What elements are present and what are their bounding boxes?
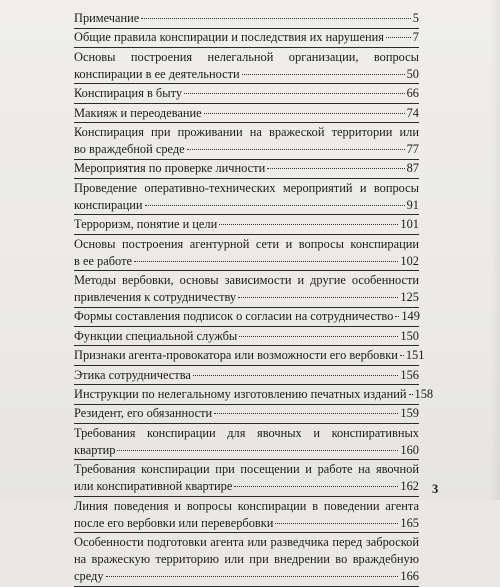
toc-entry-line [74, 29, 419, 46]
entry-underline [74, 459, 419, 460]
toc-entry-line [74, 236, 419, 253]
toc-entry-title: Особенности подготовки агента или разведчика перед заброской [74, 535, 419, 549]
toc-entry-line [74, 347, 425, 364]
leader-dots [409, 393, 413, 395]
entry-underline [74, 345, 419, 346]
entry-underline [74, 384, 419, 385]
toc-entry-line [74, 551, 419, 568]
toc-entry-title: Макияж и переодевание [74, 105, 202, 120]
toc-entry-title: Основы построения агентурной сети и вопросы конспирации [74, 236, 419, 251]
entry-underline [74, 270, 419, 271]
toc-entry-page: 77 [406, 142, 419, 156]
toc-entry-page: 91 [406, 197, 419, 212]
toc-entry [74, 272, 419, 306]
toc-entry-line [74, 216, 419, 233]
leader-dots [234, 485, 398, 487]
entry-underline [74, 586, 419, 587]
page-number: 3 [432, 482, 439, 496]
toc-entry-page: 101 [400, 217, 419, 232]
toc-entry-title: Признаки агента-провокатора или возможности его вербовки [74, 348, 398, 363]
toc-entry-line [74, 197, 419, 214]
entry-underline [74, 178, 419, 179]
toc-entry-title: Требования конспирации при посещении и работе на явочной [74, 462, 419, 477]
leader-dots [214, 412, 398, 414]
toc-entry-page: 74 [406, 105, 419, 120]
toc-entry-title: квартир [74, 442, 116, 457]
toc-entry [74, 180, 419, 214]
leader-dots [395, 315, 399, 317]
toc-entry [74, 425, 419, 459]
leader-dots [117, 449, 398, 451]
toc-entry-line [74, 66, 419, 83]
leader-dots [238, 296, 398, 298]
toc-entry-page: 158 [414, 387, 434, 401]
toc-entry-title: Линия поведения и вопросы конспирации в поведении агента [74, 498, 419, 513]
toc-entry-title: конспирации в ее деятельности [74, 66, 240, 81]
toc-entry-line [74, 124, 419, 141]
toc-entry-page: 50 [406, 66, 419, 81]
toc-entry-line [74, 425, 419, 442]
leader-dots [386, 36, 411, 38]
entry-underline [74, 423, 419, 424]
toc-entry-title: Общие правила конспирации и последствия их нарушения [74, 30, 384, 45]
leader-dots [267, 167, 404, 169]
toc-entry-page: 102 [400, 253, 419, 268]
leader-dots [184, 92, 405, 94]
toc-entry [74, 105, 419, 122]
toc-entry-title: Этика сотрудничества [74, 367, 191, 382]
toc-entry [74, 328, 419, 345]
toc-entry [74, 216, 419, 233]
toc-entry-title: конспирации [74, 197, 143, 212]
toc-entry-line [74, 442, 419, 459]
toc-entry-page: 5 [412, 11, 419, 25]
toc-entry-line [74, 367, 419, 384]
toc-entry-page: 162 [400, 479, 419, 494]
toc-entry-page: 149 [401, 309, 420, 324]
toc-entry-line [74, 10, 419, 27]
toc-entry-line [74, 461, 419, 478]
toc-entry-line [74, 180, 419, 197]
leader-dots [145, 204, 405, 206]
leader-dots [106, 575, 399, 577]
entry-underline [74, 159, 419, 160]
toc-entry-title: Формы составления подписок о согласии на сотрудничество [74, 309, 394, 324]
toc-entry [74, 498, 419, 532]
toc-entry-page: 159 [400, 406, 419, 421]
leader-dots [242, 73, 405, 75]
leader-dots [239, 335, 398, 337]
entry-underline [74, 496, 419, 497]
entry-underline [74, 234, 419, 235]
toc-entry-page: 160 [400, 442, 419, 457]
toc-entry-page: 125 [400, 290, 419, 304]
toc-entry-title: во враждебной среде [74, 142, 185, 156]
entry-underline [74, 365, 419, 366]
toc-entry-page: 7 [412, 30, 419, 45]
toc-entry-line [74, 160, 419, 177]
toc-entry-line [74, 478, 419, 495]
leader-dots [219, 223, 398, 225]
toc-entry-title: Проведение оперативно-технических мероприятий и вопросы [74, 180, 419, 195]
toc-entry [74, 29, 419, 46]
toc-entry [74, 308, 419, 325]
toc-entry-title: Мероприятия по проверке личности [74, 161, 266, 176]
toc-entry [74, 347, 425, 364]
entry-underline [74, 214, 419, 215]
toc-entry-title: Инструкции по нелегальному изготовлению печатных изданий [74, 387, 407, 401]
toc-entry [74, 10, 419, 27]
toc-entry-line [74, 253, 419, 270]
toc-entry-page: 156 [400, 367, 419, 382]
entry-underline [74, 28, 419, 29]
leader-dots [204, 112, 405, 114]
toc-entry-title: Примечание [74, 11, 140, 25]
toc-entry-title: Функции специальной службы [74, 328, 238, 343]
toc-entry-line [74, 534, 419, 551]
toc-entry-line [74, 568, 419, 585]
toc-entry-line [74, 289, 419, 306]
toc-entry-line [74, 272, 419, 289]
toc-entry-line [74, 308, 419, 325]
toc-entry-page: 151 [405, 348, 425, 363]
toc-entry [74, 160, 419, 177]
toc-entry-line [74, 85, 419, 102]
toc-entry-title: Методы вербовки, основы зависимости и другие особенности [74, 273, 419, 287]
toc-entry-title: Терроризм, понятие и цели [74, 217, 218, 232]
toc-entry [74, 49, 419, 83]
toc-entry [74, 534, 419, 585]
toc-entry-line [74, 515, 419, 532]
leader-dots [275, 522, 398, 524]
toc-entry-title: после его вербовки или перевербовки [74, 515, 274, 530]
leader-dots [193, 374, 399, 376]
toc-entry [74, 124, 419, 158]
toc-entry-title: Резидент, его обязанности [74, 406, 213, 421]
toc-entry-line [74, 498, 419, 515]
toc-entry-title: Конспирация при проживании на вражеской территории или [74, 125, 419, 139]
entry-underline [74, 532, 419, 533]
leader-dots [141, 17, 410, 19]
toc-entry-title: Основы построения нелегальной организации, вопросы [74, 49, 419, 64]
toc-entry-line [74, 328, 419, 345]
toc-entry [74, 405, 419, 422]
toc-entry-line [74, 386, 434, 403]
toc-entry-title: Требования конспирации для явочных и конспиративных [74, 425, 419, 440]
toc-entry-title: в ее работе [74, 253, 132, 268]
toc-entry-line [74, 105, 419, 122]
page-edge-shadow [490, 0, 500, 500]
toc-entry-page: 165 [400, 515, 419, 530]
toc-entry-line [74, 141, 419, 158]
toc-entry [74, 85, 419, 102]
toc-entry-page: 87 [406, 161, 419, 176]
toc-entry [74, 236, 419, 270]
toc-entry-title: или конспиративной квартире [74, 479, 233, 494]
toc-entry-line [74, 49, 419, 66]
toc-entry-title: среду [74, 569, 104, 583]
leader-dots [134, 260, 398, 262]
entry-underline [74, 122, 419, 123]
toc-entry [74, 386, 434, 403]
toc-entry-title: привлечения к сотрудничеству [74, 290, 237, 304]
entry-underline [74, 404, 419, 405]
entry-underline [74, 47, 419, 48]
toc-entry-title: Конспирация в быту [74, 86, 183, 101]
leader-dots [400, 354, 404, 356]
toc-entry [74, 461, 419, 495]
toc-entry-title: на вражескую территорию или при внедрении во враждебную [74, 552, 419, 566]
toc-entry-page: 166 [400, 569, 419, 583]
toc-entry-page: 66 [406, 86, 419, 101]
entry-underline [74, 103, 419, 104]
entry-underline [74, 307, 419, 308]
entry-underline [74, 326, 419, 327]
entry-underline [74, 83, 419, 84]
toc-entry-page: 150 [400, 328, 419, 343]
toc-entry [74, 367, 419, 384]
toc-entry-line [74, 405, 419, 422]
leader-dots [187, 148, 405, 150]
